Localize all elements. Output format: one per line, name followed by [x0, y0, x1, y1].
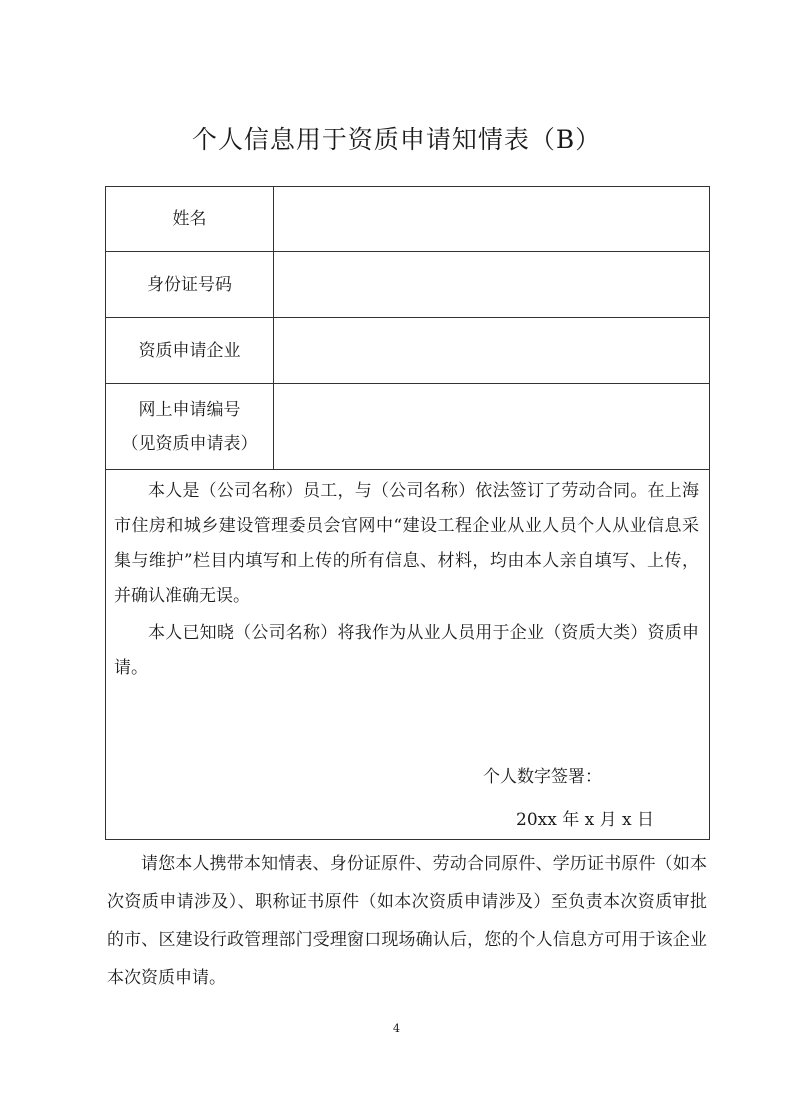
document-title: 个人信息用于资质申请知情表（B）: [191, 125, 602, 154]
application-number-field[interactable]: [274, 384, 709, 469]
consent-statement: [114, 474, 699, 686]
name-field[interactable]: [274, 187, 709, 251]
name-label-text: 姓名: [172, 209, 207, 229]
application-number-label: [106, 384, 274, 469]
company-label: [106, 318, 274, 383]
company-field[interactable]: [274, 318, 709, 383]
id-number-label: [106, 252, 274, 317]
statement-paragraph-1: 本人是（公司名称）员工，与（公司名称）依法签订了劳动合同。在上海市住房和城乡建设管理委员会官网中“建设工程企业从业人员个人从业信息采集与维护”栏目内填写和上传的所有信息、材料，均由本人亲自填写、上传，并确认准确无误。: [114, 481, 699, 606]
notice-paragraph: 请您本人携带本知情表、身份证原件、劳动合同原件、学历证书原件（如本次资质申请涉及）、职称证书原件（如本次资质申请涉及）至负责本次资质审批的市、区建设行政管理部门受理窗口现场确认后，您的个人信息方可用于该企业本次资质申请。: [107, 854, 707, 988]
application-number-label-line1: 网上申请编号: [138, 399, 241, 420]
signature-label: 个人数字签署：: [483, 767, 602, 787]
statement-paragraph-2: 本人已知晓（公司名称）将我作为从业人员用于企业（资质大类）资质申请。: [114, 623, 699, 678]
form-row-company: [106, 318, 709, 384]
id-number-field[interactable]: [274, 252, 709, 317]
application-number-label-line2: （见资质申请表）: [121, 433, 258, 454]
page-number: 4: [393, 1022, 400, 1035]
company-label-text: 资质申请企业: [138, 340, 241, 361]
form-row-application-number: [106, 384, 709, 470]
name-label: [106, 187, 274, 251]
signature-date: 20xx 年 x 月 x 日: [516, 810, 655, 830]
info-form-table: [105, 186, 710, 840]
form-row-name: [106, 187, 709, 252]
form-row-id-number: [106, 252, 709, 318]
id-number-label-text: 身份证号码: [147, 274, 232, 295]
